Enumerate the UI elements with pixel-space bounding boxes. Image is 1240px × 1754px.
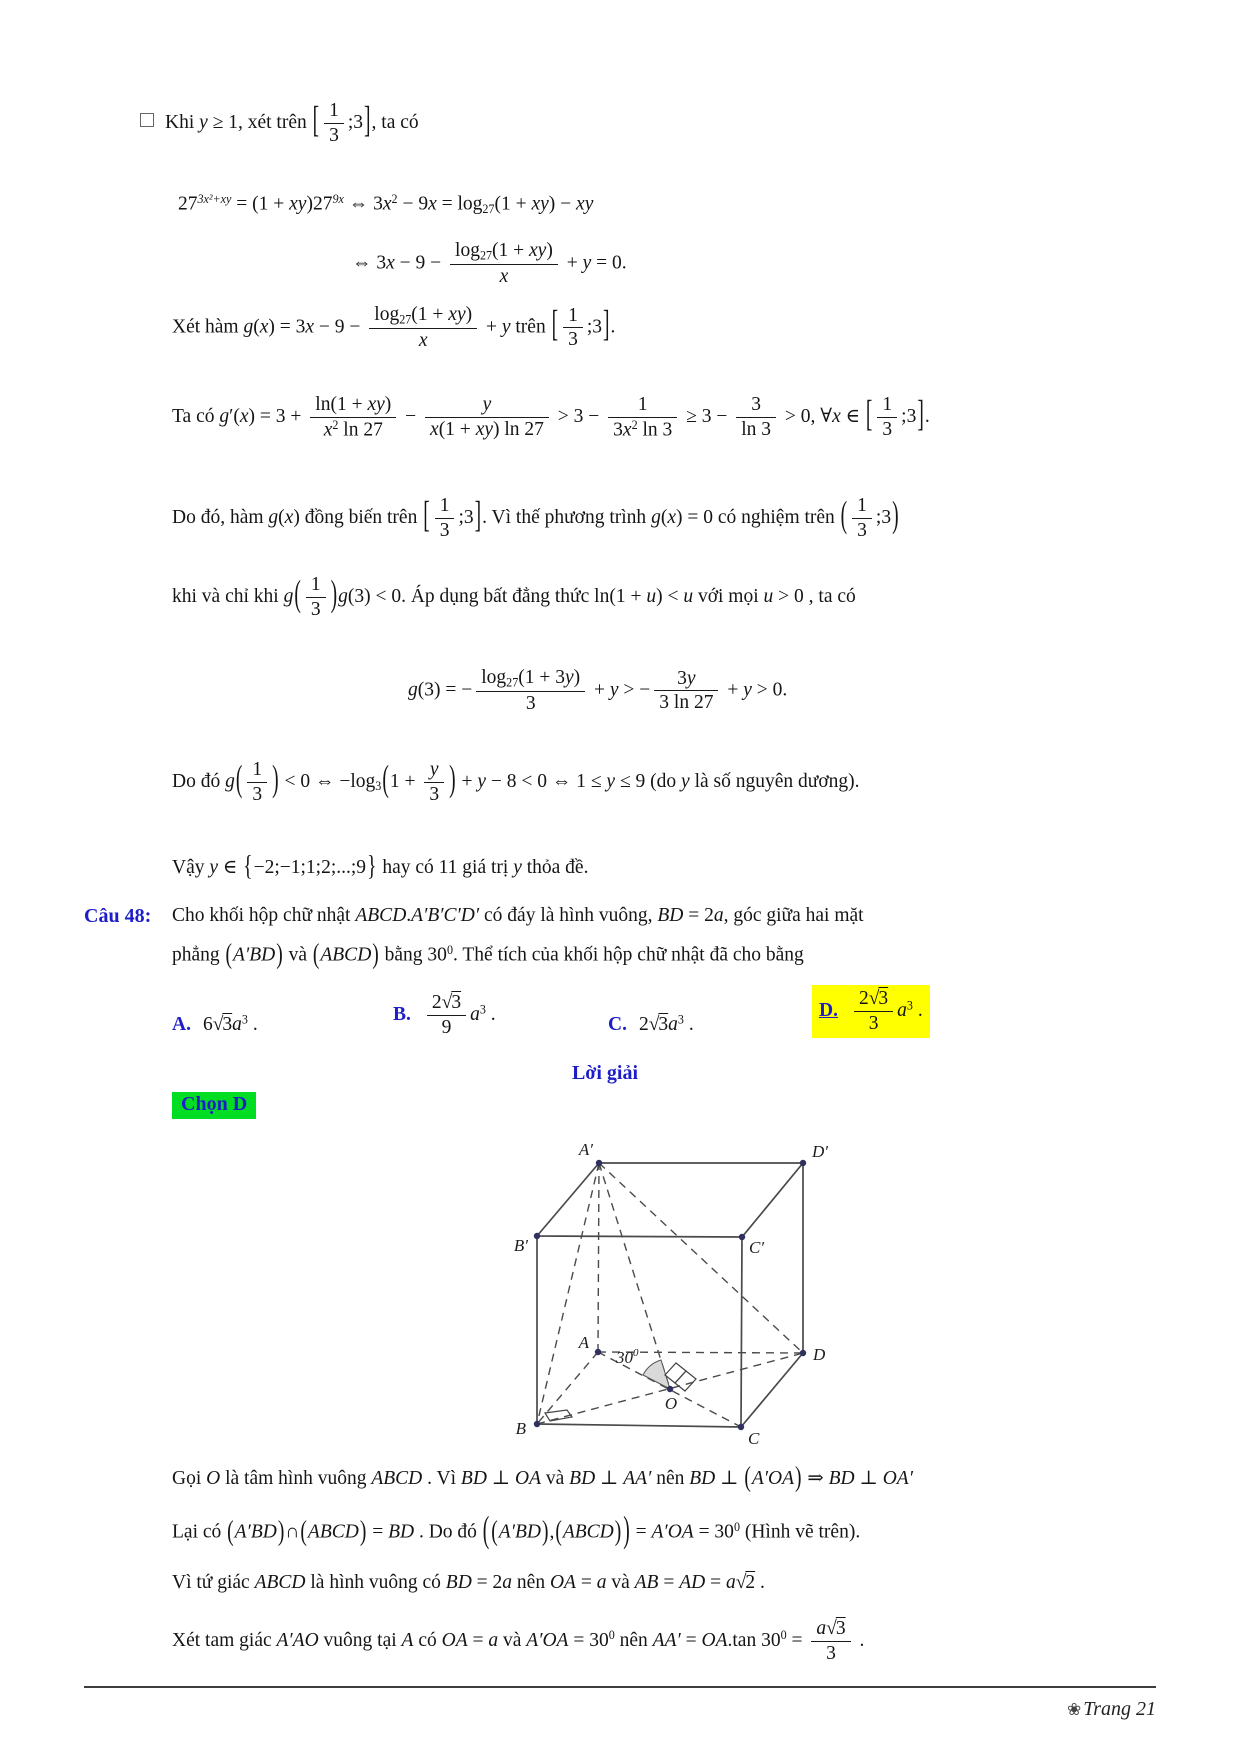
option-c-label: C.: [608, 1013, 627, 1035]
line-xet-ham: Xét hàm g(x) = 3x − 9 − $\frac{\log 27(1 + xy)}{x}$ + y trên [ $\frac{1}{3}$ ;3].: [172, 304, 616, 351]
line-aprime-d: [599, 1163, 803, 1353]
chosen-answer-highlight: [172, 1092, 256, 1119]
option-d: [812, 985, 930, 1038]
option-c: [608, 1012, 694, 1036]
chosen-answer-text: Chọn D: [181, 1093, 248, 1115]
label-d: D: [813, 1345, 826, 1364]
solution-paragraph-3: Vì tứ giác ABCD là hình vuông có BD = 2a nên OA = a và AB = AD = a√2 .: [172, 1572, 765, 1593]
equation-3: g(3) = − $\frac{\log 27(1 + 3y)}{3}$ + y > − $\frac{3y}{3 \ln 27}$ + y > 0.: [408, 667, 788, 714]
solution-heading: Lời giải: [571, 1062, 639, 1084]
question-number: Câu 48:: [84, 905, 152, 927]
label-angle: [615, 1347, 639, 1367]
label-d-prime: D′: [812, 1142, 828, 1161]
option-a: [172, 1012, 258, 1036]
vertex-c-prime: [739, 1234, 745, 1240]
page-number-text: Trang 21: [1083, 1698, 1156, 1720]
solution-paragraph-2: Lại có (A′BD)∩(ABCD) = BD . Do đó ( (A′BD),(ABCD) ) = $A'OA = 30^0$ (Hình vẽ trên).: [172, 1510, 861, 1551]
flower-icon: ❀: [1066, 1700, 1082, 1719]
edge-b-c: [537, 1424, 741, 1427]
solution-paragraph-1: Gọi O là tâm hình vuông ABCD . Vì BD ⊥ OA và BD ⊥ AA′ nên BD ⊥ (A′OA) ⇒ BD ⊥ OA′: [172, 1462, 913, 1494]
label-b: B: [515, 1419, 526, 1438]
option-d-value: $\frac{2√3}{3}$ $a^3$ .: [850, 1000, 923, 1021]
option-b-value: $\frac{2√3}{9}$ $a^3$ .: [423, 1004, 496, 1025]
vertex-dots: [534, 1160, 806, 1430]
label-a-prime: A′: [578, 1140, 593, 1159]
vertex-a: [595, 1349, 601, 1355]
square-bullet-icon: [140, 113, 154, 127]
angle-sup: 0: [633, 1347, 639, 1359]
vertex-d: [800, 1350, 806, 1356]
line-khi-va-chi-khi: khi và chỉ khi g( $\frac{1}{3}$ )g(3) < 0. Áp dụng bất đẳng thức ln(1 + u) < u với mọi u > 0 , ta có: [172, 574, 856, 620]
label-b-prime: B′: [513, 1236, 528, 1255]
chosen-answer: [172, 1092, 256, 1119]
option-b-label: B.: [393, 1003, 411, 1025]
option-d-highlight: [812, 985, 930, 1038]
option-b: [393, 992, 496, 1039]
vertex-b-prime: [534, 1233, 540, 1239]
line-do-do-2: Do đó g( $\frac{1}{3}$ ) < 0 ⇔ −log3(1 + $\frac{y}{3}$ ) + y − 8 < 0 ⇔ 1 ≤ y ≤ 9 (do y là số nguyên dương).: [172, 759, 860, 805]
vertex-a-prime: [596, 1160, 602, 1166]
label-c: C: [748, 1429, 760, 1448]
bullet-line: [140, 100, 419, 147]
option-c-value: $2√3a^3$ .: [638, 1012, 694, 1035]
edge-cprime-c: [741, 1237, 742, 1427]
solution-paragraph-4: Xét tam giác A′AO vuông tại A có OA = a và $A'OA = 30^0$ nên AA′ = OA.tan $30^0$ = $\frac{a√3}{3}$ .: [172, 1618, 865, 1664]
option-a-label: A.: [172, 1013, 191, 1035]
question-text-line1: Cho khối hộp chữ nhật ABCD.A′B′C′D′ có đáy là hình vuông, BD = 2a, góc giữa hai mặt: [172, 905, 864, 926]
bullet-line-math: Khi y ≥ 1, xét trên [ $\frac{1}{3}$ ;3], ta có: [165, 100, 419, 146]
footer-divider: [84, 1686, 1156, 1688]
line-ta-co: Ta có g′(x) = 3 + $\frac{\ln(1 + xy)}{x^2 \ln 27}$ − $\frac{y}{x(1 + xy) \ln 27}$ > 3 − $\frac{1}{3x^2 \ln 3}$ ≥ 3 − $\frac{3}{\ln 3}$ > 0, ∀x ∈ [ $\frac{1}{3}$ ;3].: [172, 394, 930, 441]
angle-value: 30: [616, 1348, 633, 1367]
equation-2: ⇔ 3x − 9 − $\frac{\log 27(1 + xy)}{x}$ + y = 0.: [352, 240, 627, 287]
right-angle-at-o-2: [675, 1371, 696, 1391]
option-a-value: $6√3a^3$ .: [202, 1012, 258, 1035]
footer-page-number: [1067, 1698, 1156, 1721]
cuboid-figure: [460, 1105, 880, 1460]
equation-1: $27^{3x^2+xy} = (1 + xy)27^{9x}$ ⇔ $3x^2 - 9x = \log 27(1 + xy)$ − xy: [178, 192, 594, 217]
option-d-label: D.: [819, 999, 838, 1021]
line-aprime-b: [537, 1163, 599, 1424]
edge-a-aprime: [598, 1163, 599, 1352]
vertex-d-prime: [800, 1160, 806, 1166]
line-do-do-1: Do đó, hàm g(x) đồng biến trên [ $\frac{1}{3}$ ;3]. Vì thế phương trình g(x) = 0 có nghiệm trên ( $\frac{1}{3}$ ;3): [172, 495, 899, 541]
vertex-b: [534, 1421, 540, 1427]
label-a: A: [578, 1333, 589, 1352]
right-angle-at-o-1: [665, 1363, 686, 1383]
question-text-line2: phẳng (A′BD) và (ABCD) bằng $30^0$. Thể tích của khối hộp chữ nhật đã cho bằng: [172, 939, 804, 970]
point-o: [667, 1386, 673, 1392]
label-o: O: [664, 1394, 678, 1413]
line-vay: Vậy y ∈ {−2;−1;1;2;...;9} hay có 11 giá trị y thỏa đề.: [172, 851, 589, 883]
edge-c-d: [741, 1353, 803, 1427]
top-face: [537, 1163, 803, 1237]
vertex-c: [738, 1424, 744, 1430]
label-c-prime: C′: [749, 1238, 765, 1257]
